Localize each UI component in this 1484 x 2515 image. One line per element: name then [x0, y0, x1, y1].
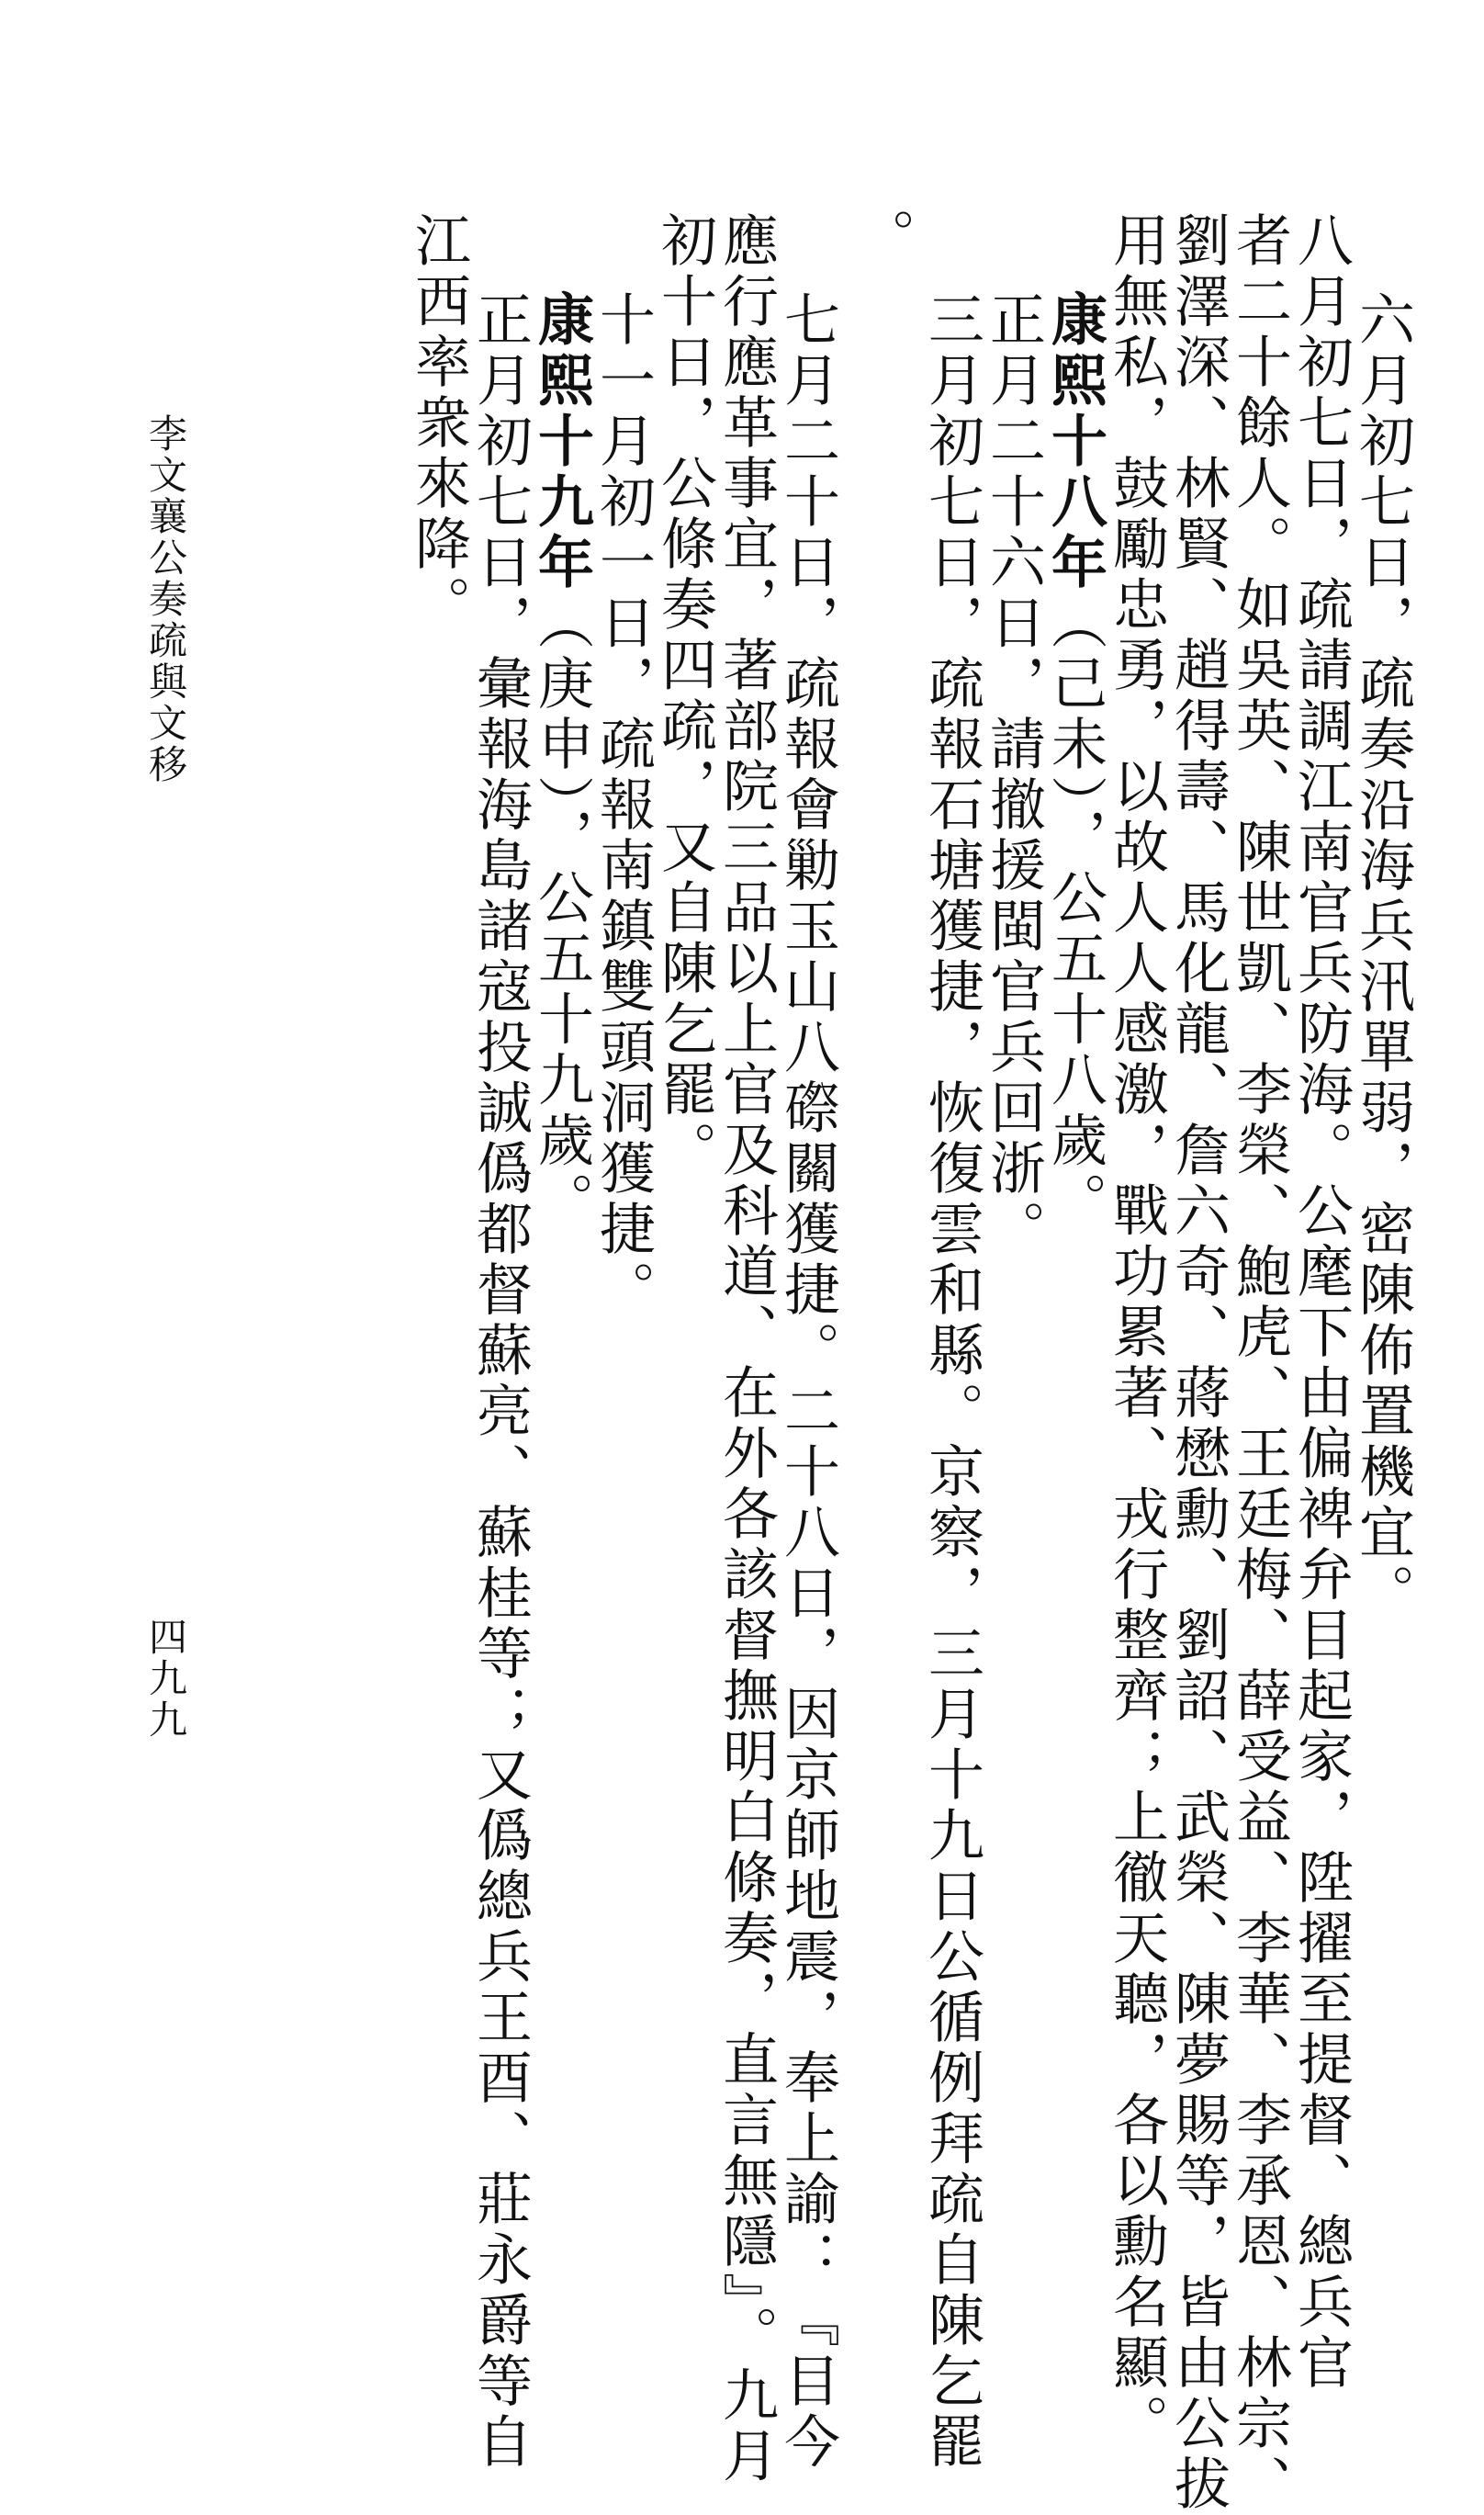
text-column-11: 應行應革事宜，著部院三品以上官及科道、在外各該督撫明白條奏，直言無隱』。九月	[714, 211, 779, 2487]
text-column-4: 劉澤深、林賢、趙得壽、馬化龍、詹六奇、蔣懋勳、劉詔、武榮、陳夢賜等，皆由公拔	[1165, 211, 1231, 2515]
year-heading-label: 康熙十八年	[1042, 290, 1107, 593]
year-heading-kangxi-18	[1042, 290, 1107, 1233]
year-heading-rest: （庚申），公五十九歲。	[529, 593, 594, 1233]
year-heading-label: 康熙十九年	[529, 290, 594, 593]
text-column-15: 正月初七日，彙報海島諸寇投誠僞都督蘇亮、蘇桂等；又僞總兵王酉、莊永爵等自	[467, 290, 533, 2473]
text-column-13: 十一月初一日，疏報南鎮雙頭洞獲捷。	[590, 290, 656, 1321]
text-column-12: 初十日，公條奏四疏，又自陳乞罷。	[652, 211, 717, 1181]
text-column-9: 。	[850, 208, 916, 268]
text-column-2: 八月初七日，疏請調江南官兵防海。公麾下由偏裨弁目起家，陞擢至提督、總兵官	[1288, 211, 1354, 2394]
text-column-7: 正月二十六日，請撤援閩官兵回浙。	[981, 290, 1046, 1260]
running-title: 李文襄公奏疏與文移	[143, 413, 188, 785]
year-heading-kangxi-19	[529, 290, 594, 1233]
year-heading-rest: （己未），公五十八歲。	[1042, 593, 1107, 1233]
text-column-8: 三月初七日，疏報石塘獲捷，恢復雲和縣。京察，三月十九日公循例拜疏自陳乞罷	[919, 290, 984, 2473]
text-column-1: 六月初七日，疏奏沿海兵汛單弱，密陳佈置機宜。	[1350, 290, 1415, 1624]
page-number: 四九九	[143, 1617, 188, 1741]
text-column-3: 者二十餘人。如吳英、陳世凱、李榮、鮑虎、王廷梅、薛受益、李華、李承恩、林宗、	[1227, 211, 1292, 2515]
text-column-16: 江西率衆來降。	[406, 211, 471, 636]
text-column-5: 用無私，鼓勵忠勇，以故人人感激，戰功累著、戎行整齊；上徹天聽，各以勳名顯。	[1104, 211, 1169, 2454]
text-column-10: 七月二十日，疏報會勦玉山八磜關獲捷。二十八日，因京師地震，奉上諭：『目今	[775, 290, 840, 2473]
